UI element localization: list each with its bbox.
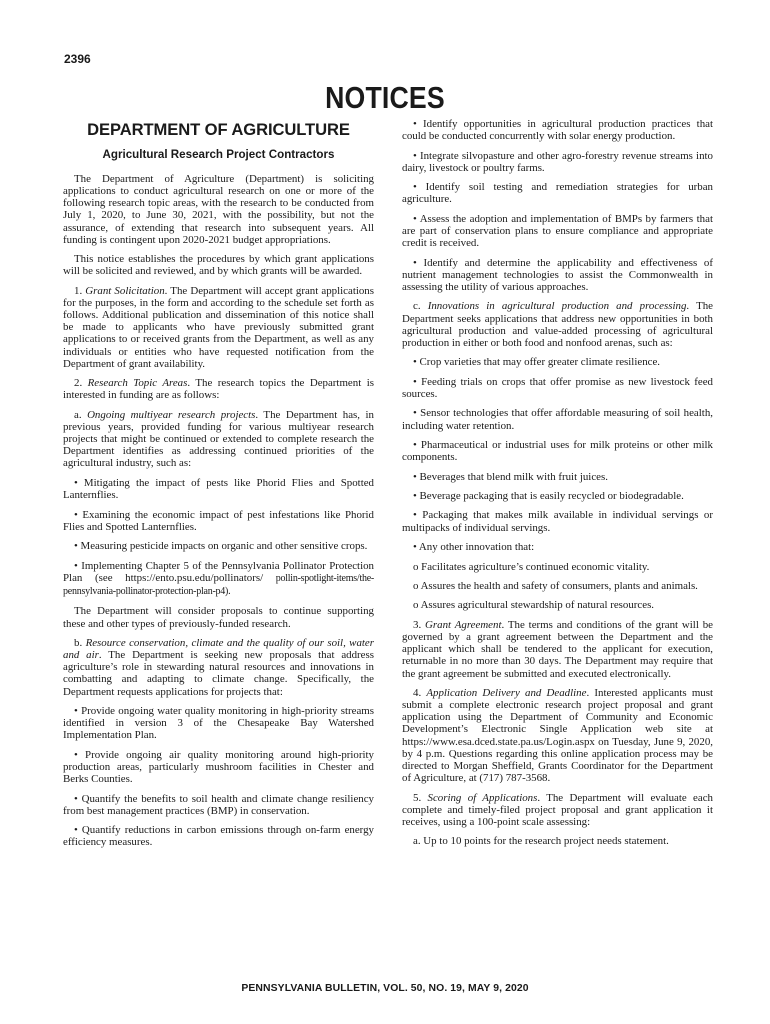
scoring-paragraph <box>402 792 713 828</box>
bullet-item: • Examining the economic impact of pest infestations like Phorid Flies and Spotted Lanternflies. <box>63 508 374 533</box>
continue-research-paragraph: The Department will consider proposals to continue supporting these and other types of previously-funded research. <box>63 605 374 630</box>
bullet-item: • Provide ongoing air quality monitoring around high-priority production areas, particularly mushroom facilities in Chester and Berks Counties. <box>63 748 374 786</box>
paragraph-text: . The Department will evaluate each complete and timely-filed project proposal and grant application it receives, using a 100-point scale assessing: <box>402 791 714 828</box>
bullet-item: • Assess the adoption and implementation of BMPs by farmers that are part of conservation plans to ensure compliance and appropriate credit is received. <box>402 212 713 250</box>
paragraph-text: . The Department has, in previous years, provided funding for various multiyear research projects that might be continued or extended to complete research the Department identifies as addressing continued priorities of the agricultural industry, such as: <box>63 408 374 470</box>
bullet-item: • Beverage packaging that is easily recycled or biodegradable. <box>413 490 684 503</box>
bullet-item: • Identify and determine the applicability and effectiveness of nutrient management technologies to assist the Commonwealth in assessing the utility of various approaches. <box>402 256 713 293</box>
sub-bullet-item: o Assures agricultural stewardship of natural resources. <box>413 599 655 612</box>
paragraph-lead: c. <box>413 300 428 313</box>
paragraph-heading: Application Delivery and Deadline <box>426 686 587 699</box>
bullet-item: • Beverages that blend milk with fruit juices. <box>413 470 608 483</box>
bullet-item-pollinator <box>63 560 374 598</box>
bullet-item: • Any other innovation that: <box>413 541 535 554</box>
paragraph-lead: 3. <box>413 618 426 631</box>
multiyear-projects-paragraph <box>63 409 374 470</box>
paragraph-heading: Scoring of Applications <box>427 791 538 804</box>
paragraph-text: . The Department will accept grant applications for the purposes, in the form and according to the schedule set forth as follows. Additional publication and dissemination of this notice shall be made to applicants who have previously submitted grant applications to or received grants from the Department, as well as any individuals or entities who have requested notification from the Department of grant availability. <box>63 284 374 370</box>
bullet-item: • Sensor technologies that offer affordable measuring of soil health, including water retention. <box>402 407 713 432</box>
bullet-item: • Identify soil testing and remediation strategies for urban agriculture. <box>402 181 713 206</box>
bullet-item: • Quantify reductions in carbon emissions through on-farm energy efficiency measures. <box>63 824 374 849</box>
bullet-item: • Feeding trials on crops that offer promise as new livestock feed sources. <box>402 375 713 400</box>
bullet-item: • Packaging that makes milk available in individual servings or multipacks of individual servings. <box>402 509 713 534</box>
notice-subtitle: Agricultural Research Project Contractors <box>102 148 335 161</box>
right-column <box>402 118 713 855</box>
sub-bullet-item: o Assures the health and safety of consumers, plants and animals. <box>413 579 698 592</box>
research-topics-paragraph <box>63 377 374 401</box>
bullet-item: • Provide ongoing water quality monitoring in high-priority streams identified in version 3 of the Chesapeake Bay Watershed Implementation Plan. <box>63 705 374 742</box>
bulletin-footer: PENNSYLVANIA BULLETIN, VOL. 50, NO. 19, MAY 9, 2020 <box>241 983 529 994</box>
paragraph-text: . Interested applicants must submit a complete electronic research project proposal and grant application using the Department of Community and Economic Development’s Electronic Single Application web site at https://www.esa.dced.state.pa.us/Login.aspx on Tuesday, June 9, 2020, by 4 p.m. Questions regarding this online application process may be directed to Morgan Sheffield, Grants Coordinator for the Department of Agriculture, at (717) 787-3568. <box>402 686 714 785</box>
sub-bullet-item: o Facilitates agriculture’s continued economic vitality. <box>413 560 650 573</box>
section-title: NOTICES <box>325 80 445 115</box>
department-heading: DEPARTMENT OF AGRICULTURE <box>87 120 350 139</box>
bullet-item: • Measuring pesticide impacts on organic and other sensitive crops. <box>74 540 368 553</box>
bullet-item: • Identify opportunities in agricultural production practices that could be conducted concurrently with solar energy production. <box>402 118 713 143</box>
intro-paragraph: The Department of Agriculture (Department) is soliciting applications to conduct agricultural research on one or more of the following research topic areas, with the research to be conducted from July 1, 2020, to June 30, 2021, with the possibility, but not the assurance, of extending that research into subsequent years. All funding is contingent upon 2020-2021 budget appropriations. <box>63 173 374 246</box>
page-number: 2396 <box>64 52 91 66</box>
bullet-item: • Quantify the benefits to soil health and climate change resiliency from best management practices (BMP) in conservation. <box>63 792 374 817</box>
paragraph-heading: Resource conservation, climate and the quality of our soil, water and air <box>63 636 374 662</box>
paragraph-heading: Innovations in agricultural production and processing <box>427 300 687 313</box>
bullet-item: • Integrate silvopasture and other agro-forestry revenue streams into dairy, livestock or poultry farms. <box>402 149 713 174</box>
paragraph-lead: 2. <box>74 377 88 390</box>
paragraph-lead: 4. <box>413 686 427 699</box>
grant-solicitation-paragraph <box>63 285 374 370</box>
paragraph-text: . The Department is seeking new proposals that address agriculture’s role in stewarding natural resources and innovations in combatting and adapting to climate change. Specifically, the Department requests applications for projects that: <box>63 649 374 698</box>
bullet-item: • Pharmaceutical or industrial uses for milk proteins or other milk components. <box>402 438 713 464</box>
paragraph-text: . The terms and conditions of the grant will be governed by a grant agreement between the Department and the applicant which shall be tendered to the applicant for execution, returnable in no more than 30 days. The Department may require that the grant agreement be submitted and executed electronically. <box>402 618 713 680</box>
paragraph-heading: Ongoing multiyear research projects <box>87 408 256 421</box>
paragraph-lead: a. <box>74 408 88 421</box>
grant-agreement-paragraph <box>402 619 713 680</box>
paragraph-text: . The Department seeks applications that address new opportunities in both agricultural production and value-added processing of agricultural production in either or both food and nonfood arenas, such as: <box>402 300 713 349</box>
resource-conservation-paragraph <box>63 637 374 698</box>
bullet-item: • Crop varieties that may offer greater climate resilience. <box>413 356 661 369</box>
paragraph-heading: Research Topic Areas <box>87 377 188 390</box>
innovations-paragraph <box>402 300 713 349</box>
paragraph-heading: Grant Solicitation <box>85 284 165 297</box>
paragraph-lead: b. <box>74 636 86 649</box>
application-deadline-paragraph <box>402 687 713 784</box>
scoring-criterion: a. Up to 10 points for the research project needs statement. <box>413 835 669 848</box>
bullet-text: • Implementing Chapter 5 of the Pennsylvania Pollinator Protection Plan (see https://ento.psu.edu/pollinators/ <box>63 559 374 584</box>
pollinator-plan-link[interactable]: pollin-spotlight-items/the-pennsylvania-pollinator-protection-plan-p4). <box>63 572 374 597</box>
left-column <box>63 118 374 856</box>
paragraph-lead: 1. <box>74 284 86 297</box>
paragraph-text: . The research topics the Department is interested in funding are as follows: <box>63 377 374 402</box>
paragraph-heading: Grant Agreement <box>425 618 502 631</box>
bullet-item: • Mitigating the impact of pests like Phorid Flies and Spotted Lanternflies. <box>63 476 374 502</box>
procedures-paragraph: This notice establishes the procedures by which grant applications will be solicited and reviewed, and by which grants will be awarded. <box>63 253 374 278</box>
paragraph-lead: 5. <box>413 791 428 804</box>
